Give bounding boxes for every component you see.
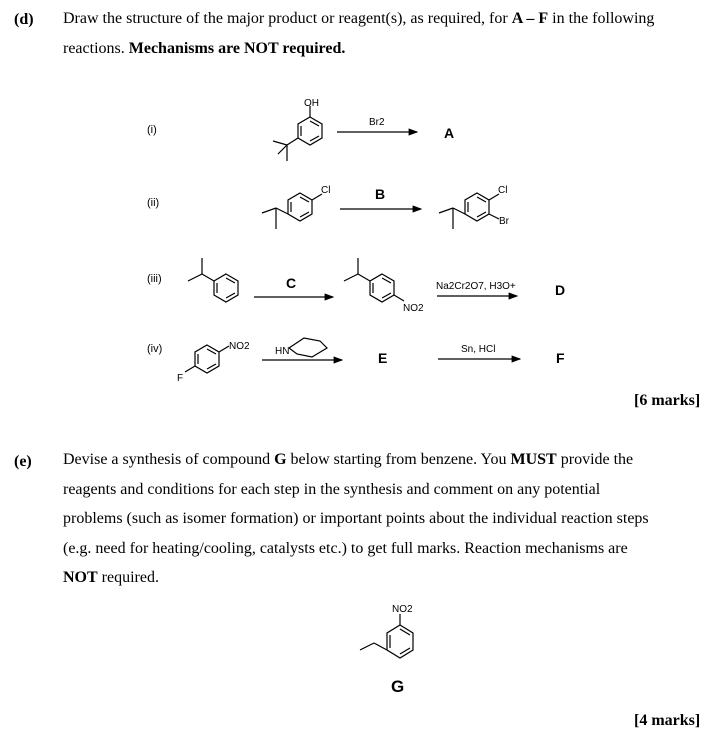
reagent-dichromate: Na2Cr2O7, H3O+ <box>436 281 516 292</box>
question-d-range: A – F <box>511 10 549 27</box>
structure-i-tert-butylphenol <box>273 98 322 161</box>
structure-iii-nitrocumene <box>344 258 424 314</box>
atom-oh-i: OH <box>304 98 319 109</box>
question-e-text <box>63 445 708 593</box>
question-e-line-1: Devise a synthesis of compound G below starting from benzene. You MUST provide the <box>63 451 634 468</box>
reagent-br2: Br2 <box>369 117 385 128</box>
structure-iii-cumene <box>188 258 238 302</box>
question-e-line-3: problems (such as isomer formation) or important points about the individual reaction steps <box>63 510 649 527</box>
structure-iv-fluoronitrobenzene <box>177 341 250 384</box>
reagent-sn-hcl: Sn, HCl <box>461 344 496 355</box>
reaction-number-ii: (ii) <box>147 197 160 209</box>
reaction-number-iii: (iii) <box>147 273 162 285</box>
question-e-line-5: NOT required. <box>63 569 159 586</box>
structure-ii-product <box>439 185 510 229</box>
question-d-bold-note: Mechanisms are NOT required. <box>128 39 346 57</box>
reaction-number-i: (i) <box>147 124 157 136</box>
question-d-line2: reactions. <box>63 39 125 57</box>
atom-hn-iv: HN <box>275 346 290 357</box>
question-e-line-2: reagents and conditions for each step in the synthesis and comment on any potential <box>63 480 601 498</box>
marks-e: [4 marks] <box>634 712 701 729</box>
reaction-number-iv: (iv) <box>147 343 163 355</box>
atom-no2-iv: NO2 <box>229 341 250 352</box>
question-d-intro-tail: in the following <box>552 10 655 27</box>
product-f: F <box>556 350 565 366</box>
atom-cl-ii-start: Cl <box>321 185 331 196</box>
atom-no2-iii: NO2 <box>403 303 424 314</box>
question-d-intro: Draw the structure of the major product or reagent(s), as required, for <box>63 10 508 27</box>
product-a: A <box>444 125 455 141</box>
reagent-b: B <box>375 186 386 202</box>
marks-d: [6 marks] <box>634 392 701 409</box>
atom-no2-g: NO2 <box>392 604 413 615</box>
atom-f-iv: F <box>177 373 184 384</box>
product-e: E <box>378 350 388 366</box>
reagent-c: C <box>286 275 297 291</box>
product-d: D <box>555 282 566 298</box>
atom-br-ii-product: Br <box>499 216 509 227</box>
structure-ii-start <box>262 185 330 229</box>
question-e-line-4: (e.g. need for heating/cooling, catalysts etc.) to get full marks. Reaction mechanisms are <box>63 539 628 557</box>
structure-g-ethylnitrobenzene <box>360 604 413 658</box>
question-label-d: (d) <box>14 11 34 28</box>
reagent-piperidine <box>275 338 327 357</box>
question-label-e: (e) <box>14 453 32 470</box>
atom-cl-ii-product: Cl <box>498 185 508 196</box>
compound-g-label: G <box>391 677 405 696</box>
